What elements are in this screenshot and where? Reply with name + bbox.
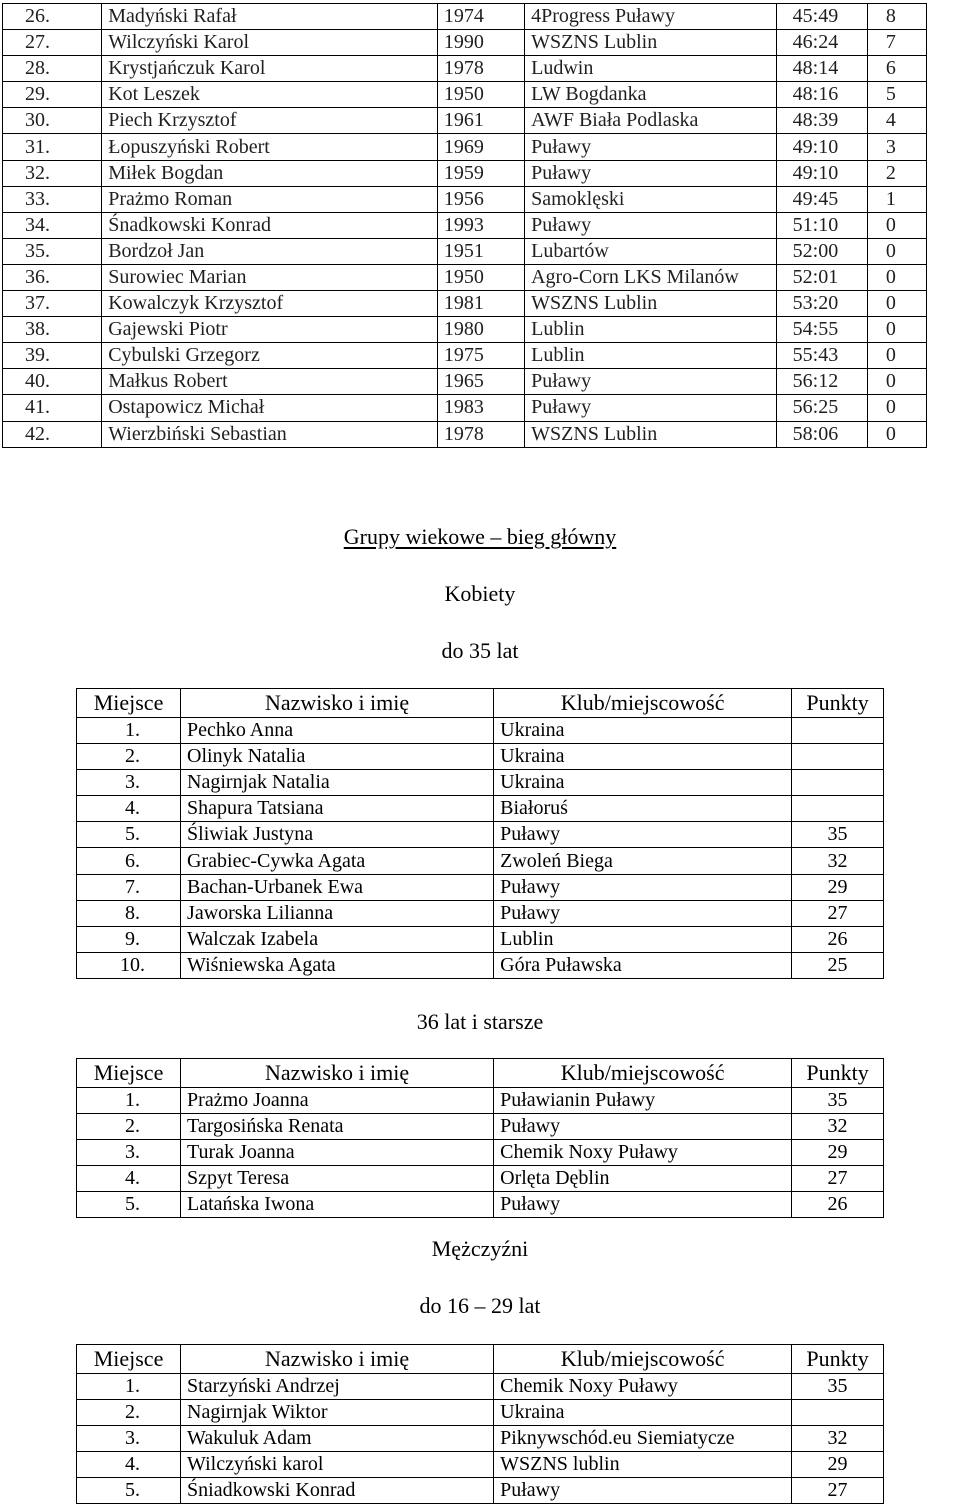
club-cell: Puławy bbox=[525, 160, 777, 186]
club-cell: Ludwin bbox=[525, 56, 777, 82]
points-cell: 8 bbox=[867, 4, 926, 30]
points-cell: 0 bbox=[867, 264, 926, 290]
table-row bbox=[77, 848, 884, 874]
year-cell: 1965 bbox=[437, 369, 524, 395]
points-cell: 29 bbox=[792, 1452, 884, 1478]
name-cell: Cybulski Grzegorz bbox=[102, 343, 438, 369]
club-cell: Puławy bbox=[494, 1114, 792, 1140]
points-cell: 3 bbox=[867, 134, 926, 160]
club-cell: WSZNS lublin bbox=[494, 1452, 792, 1478]
place-cell: 9. bbox=[77, 926, 181, 952]
name-cell: Małkus Robert bbox=[102, 369, 438, 395]
overall-results-table bbox=[2, 3, 927, 448]
column-header-club: Klub/miejscowość bbox=[494, 1059, 792, 1088]
year-cell: 1993 bbox=[437, 212, 524, 238]
name-cell: Wilczyński Karol bbox=[102, 30, 438, 56]
place-cell: 27. bbox=[3, 30, 102, 56]
club-cell: WSZNS Lublin bbox=[525, 291, 777, 317]
column-header-place: Miejsce bbox=[77, 1345, 181, 1374]
table-row bbox=[3, 264, 927, 290]
year-cell: 1956 bbox=[437, 186, 524, 212]
club-cell: Samoklęski bbox=[525, 186, 777, 212]
name-cell: Kot Leszek bbox=[102, 82, 438, 108]
place-cell: 39. bbox=[3, 343, 102, 369]
place-cell: 5. bbox=[77, 1478, 181, 1504]
table-row bbox=[3, 317, 927, 343]
club-cell: Puławianin Puławy bbox=[494, 1088, 792, 1114]
name-cell: Ostapowicz Michał bbox=[102, 395, 438, 421]
name-cell: Wilczyński karol bbox=[181, 1452, 494, 1478]
name-cell: Targosińska Renata bbox=[181, 1114, 494, 1140]
points-cell: 0 bbox=[867, 343, 926, 369]
club-cell: Zwoleń Biega bbox=[494, 848, 792, 874]
place-cell: 4. bbox=[77, 1166, 181, 1192]
name-cell: Szpyt Teresa bbox=[181, 1166, 494, 1192]
club-cell: Puławy bbox=[494, 822, 792, 848]
table-row bbox=[3, 395, 927, 421]
name-cell: Surowiec Marian bbox=[102, 264, 438, 290]
table-row bbox=[77, 1452, 884, 1478]
place-cell: 31. bbox=[3, 134, 102, 160]
points-cell bbox=[792, 744, 884, 770]
place-cell: 2. bbox=[77, 1400, 181, 1426]
place-cell: 1. bbox=[77, 1374, 181, 1400]
women-age-group-2-table bbox=[76, 1058, 884, 1218]
place-cell: 34. bbox=[3, 212, 102, 238]
points-cell bbox=[792, 770, 884, 796]
name-cell: Kowalczyk Krzysztof bbox=[102, 291, 438, 317]
year-cell: 1950 bbox=[437, 82, 524, 108]
club-cell: Puławy bbox=[525, 212, 777, 238]
place-cell: 3. bbox=[77, 1140, 181, 1166]
place-cell: 28. bbox=[3, 56, 102, 82]
year-cell: 1974 bbox=[437, 4, 524, 30]
men-age-group-1-table bbox=[76, 1344, 884, 1504]
points-cell: 2 bbox=[867, 160, 926, 186]
club-cell: Lublin bbox=[525, 317, 777, 343]
club-cell: Agro-Corn LKS Milanów bbox=[525, 264, 777, 290]
men-age-group-1-heading: do 16 – 29 lat bbox=[419, 1293, 541, 1318]
club-cell: Lublin bbox=[494, 926, 792, 952]
place-cell: 32. bbox=[3, 160, 102, 186]
points-cell: 32 bbox=[792, 1114, 884, 1140]
year-cell: 1951 bbox=[437, 238, 524, 264]
club-cell: Puławy bbox=[525, 369, 777, 395]
points-cell: 25 bbox=[792, 952, 884, 978]
place-cell: 7. bbox=[77, 874, 181, 900]
points-cell: 6 bbox=[867, 56, 926, 82]
place-cell: 37. bbox=[3, 291, 102, 317]
women-age-group-1-heading: do 35 lat bbox=[441, 638, 519, 663]
points-cell: 0 bbox=[867, 395, 926, 421]
table-row bbox=[77, 900, 884, 926]
table-row bbox=[77, 822, 884, 848]
name-cell: Śniadkowski Konrad bbox=[181, 1478, 494, 1504]
table-row bbox=[3, 30, 927, 56]
year-cell: 1981 bbox=[437, 291, 524, 317]
time-cell: 45:49 bbox=[776, 4, 867, 30]
name-cell: Nagirnjak Natalia bbox=[181, 770, 494, 796]
name-cell: Bachan-Urbanek Ewa bbox=[181, 874, 494, 900]
name-cell: Piech Krzysztof bbox=[102, 108, 438, 134]
points-cell: 27 bbox=[792, 1478, 884, 1504]
place-cell: 36. bbox=[3, 264, 102, 290]
place-cell: 8. bbox=[77, 900, 181, 926]
column-header-club: Klub/miejscowość bbox=[494, 689, 792, 718]
name-cell: Jaworska Lilianna bbox=[181, 900, 494, 926]
points-cell bbox=[792, 718, 884, 744]
club-cell: Ukraina bbox=[494, 1400, 792, 1426]
time-cell: 48:14 bbox=[776, 56, 867, 82]
club-cell: Puławy bbox=[494, 874, 792, 900]
column-header-place: Miejsce bbox=[77, 689, 181, 718]
place-cell: 5. bbox=[77, 822, 181, 848]
place-cell: 10. bbox=[77, 952, 181, 978]
club-cell: LW Bogdanka bbox=[525, 82, 777, 108]
name-cell: Miłek Bogdan bbox=[102, 160, 438, 186]
table-row bbox=[77, 1192, 884, 1218]
name-cell: Prażmo Joanna bbox=[181, 1088, 494, 1114]
club-cell: WSZNS Lublin bbox=[525, 421, 777, 447]
year-cell: 1980 bbox=[437, 317, 524, 343]
place-cell: 30. bbox=[3, 108, 102, 134]
women-age-group-1-table bbox=[76, 688, 884, 979]
points-cell: 29 bbox=[792, 874, 884, 900]
table-row bbox=[77, 796, 884, 822]
club-cell: Chemik Noxy Puławy bbox=[494, 1140, 792, 1166]
year-cell: 1961 bbox=[437, 108, 524, 134]
overall-results-body bbox=[3, 4, 927, 448]
table-row bbox=[77, 1426, 884, 1452]
time-cell: 51:10 bbox=[776, 212, 867, 238]
name-cell: Krystjańczuk Karol bbox=[102, 56, 438, 82]
column-header-club: Klub/miejscowość bbox=[494, 1345, 792, 1374]
time-cell: 46:24 bbox=[776, 30, 867, 56]
place-cell: 5. bbox=[77, 1192, 181, 1218]
name-cell: Gajewski Piotr bbox=[102, 317, 438, 343]
year-cell: 1990 bbox=[437, 30, 524, 56]
men-age-group-1-body bbox=[77, 1374, 884, 1504]
club-cell: Lublin bbox=[525, 343, 777, 369]
name-cell: Madyński Rafał bbox=[102, 4, 438, 30]
column-header-place: Miejsce bbox=[77, 1059, 181, 1088]
name-cell: Wakuluk Adam bbox=[181, 1426, 494, 1452]
name-cell: Starzyński Andrzej bbox=[181, 1374, 494, 1400]
time-cell: 58:06 bbox=[776, 421, 867, 447]
name-cell: Latańska Iwona bbox=[181, 1192, 494, 1218]
club-cell: Chemik Noxy Puławy bbox=[494, 1374, 792, 1400]
table-row bbox=[77, 926, 884, 952]
points-cell: 32 bbox=[792, 848, 884, 874]
club-cell: WSZNS Lublin bbox=[525, 30, 777, 56]
name-cell: Nagirnjak Wiktor bbox=[181, 1400, 494, 1426]
points-cell: 29 bbox=[792, 1140, 884, 1166]
club-cell: Puławy bbox=[494, 1478, 792, 1504]
club-cell: Lubartów bbox=[525, 238, 777, 264]
points-cell: 0 bbox=[867, 369, 926, 395]
points-cell: 0 bbox=[867, 212, 926, 238]
time-cell: 52:00 bbox=[776, 238, 867, 264]
time-cell: 49:45 bbox=[776, 186, 867, 212]
header-row bbox=[77, 1345, 884, 1374]
year-cell: 1959 bbox=[437, 160, 524, 186]
column-header-name: Nazwisko i imię bbox=[181, 1345, 494, 1374]
club-cell: Piknywschód.eu Siemiatycze bbox=[494, 1426, 792, 1452]
time-cell: 49:10 bbox=[776, 134, 867, 160]
place-cell: 2. bbox=[77, 1114, 181, 1140]
points-cell: 32 bbox=[792, 1426, 884, 1452]
points-cell: 35 bbox=[792, 1374, 884, 1400]
club-cell: Góra Puławska bbox=[494, 952, 792, 978]
column-header-points: Punkty bbox=[792, 689, 884, 718]
table-row bbox=[77, 1478, 884, 1504]
women-age-group-1-body bbox=[77, 718, 884, 979]
club-cell: Puławy bbox=[494, 1192, 792, 1218]
points-cell: 35 bbox=[792, 1088, 884, 1114]
column-header-points: Punkty bbox=[792, 1059, 884, 1088]
table-row bbox=[3, 56, 927, 82]
time-cell: 48:16 bbox=[776, 82, 867, 108]
section-title: Grupy wiekowe – bieg główny bbox=[343, 524, 617, 549]
time-cell: 55:43 bbox=[776, 343, 867, 369]
place-cell: 40. bbox=[3, 369, 102, 395]
name-cell: Turak Joanna bbox=[181, 1140, 494, 1166]
place-cell: 42. bbox=[3, 421, 102, 447]
table-row bbox=[77, 1088, 884, 1114]
club-cell: Puławy bbox=[494, 900, 792, 926]
women-age-group-2-body bbox=[77, 1088, 884, 1218]
name-cell: Prażmo Roman bbox=[102, 186, 438, 212]
time-cell: 53:20 bbox=[776, 291, 867, 317]
table-row bbox=[3, 108, 927, 134]
name-cell: Śliwiak Justyna bbox=[181, 822, 494, 848]
place-cell: 4. bbox=[77, 1452, 181, 1478]
place-cell: 41. bbox=[3, 395, 102, 421]
year-cell: 1969 bbox=[437, 134, 524, 160]
table-row bbox=[3, 343, 927, 369]
club-cell: Białoruś bbox=[494, 796, 792, 822]
name-cell: Wierzbiński Sebastian bbox=[102, 421, 438, 447]
year-cell: 1950 bbox=[437, 264, 524, 290]
points-cell: 26 bbox=[792, 1192, 884, 1218]
points-cell: 4 bbox=[867, 108, 926, 134]
place-cell: 3. bbox=[77, 770, 181, 796]
points-cell: 0 bbox=[867, 291, 926, 317]
table-row bbox=[3, 134, 927, 160]
club-cell: 4Progress Puławy bbox=[525, 4, 777, 30]
club-cell: Ukraina bbox=[494, 744, 792, 770]
name-cell: Olinyk Natalia bbox=[181, 744, 494, 770]
points-cell bbox=[792, 1400, 884, 1426]
column-header-name: Nazwisko i imię bbox=[181, 1059, 494, 1088]
points-cell: 26 bbox=[792, 926, 884, 952]
points-cell: 27 bbox=[792, 1166, 884, 1192]
table-row bbox=[77, 874, 884, 900]
table-row bbox=[77, 770, 884, 796]
name-cell: Walczak Izabela bbox=[181, 926, 494, 952]
place-cell: 26. bbox=[3, 4, 102, 30]
table-row bbox=[3, 186, 927, 212]
women-age-group-2-heading: 36 lat i starsze bbox=[416, 1009, 544, 1034]
year-cell: 1975 bbox=[437, 343, 524, 369]
table-row bbox=[77, 1166, 884, 1192]
header-row bbox=[77, 689, 884, 718]
men-heading: Mężczyźni bbox=[431, 1236, 529, 1261]
time-cell: 54:55 bbox=[776, 317, 867, 343]
table-row bbox=[3, 212, 927, 238]
club-cell: Ukraina bbox=[494, 770, 792, 796]
table-row bbox=[77, 1374, 884, 1400]
table-row bbox=[77, 718, 884, 744]
table-row bbox=[77, 1400, 884, 1426]
header-row bbox=[77, 1059, 884, 1088]
name-cell: Grabiec-Cywka Agata bbox=[181, 848, 494, 874]
time-cell: 52:01 bbox=[776, 264, 867, 290]
table-row bbox=[3, 4, 927, 30]
place-cell: 6. bbox=[77, 848, 181, 874]
time-cell: 56:25 bbox=[776, 395, 867, 421]
place-cell: 2. bbox=[77, 744, 181, 770]
points-cell: 5 bbox=[867, 82, 926, 108]
place-cell: 33. bbox=[3, 186, 102, 212]
name-cell: Wiśniewska Agata bbox=[181, 952, 494, 978]
table-row bbox=[3, 82, 927, 108]
time-cell: 56:12 bbox=[776, 369, 867, 395]
points-cell: 1 bbox=[867, 186, 926, 212]
place-cell: 4. bbox=[77, 796, 181, 822]
club-cell: Ukraina bbox=[494, 718, 792, 744]
club-cell: Puławy bbox=[525, 395, 777, 421]
year-cell: 1978 bbox=[437, 56, 524, 82]
place-cell: 29. bbox=[3, 82, 102, 108]
name-cell: Śnadkowski Konrad bbox=[102, 212, 438, 238]
club-cell: Orlęta Dęblin bbox=[494, 1166, 792, 1192]
time-cell: 48:39 bbox=[776, 108, 867, 134]
table-row bbox=[77, 952, 884, 978]
column-header-points: Punkty bbox=[792, 1345, 884, 1374]
women-heading: Kobiety bbox=[444, 581, 516, 606]
points-cell: 7 bbox=[867, 30, 926, 56]
year-cell: 1983 bbox=[437, 395, 524, 421]
table-row bbox=[3, 291, 927, 317]
place-cell: 35. bbox=[3, 238, 102, 264]
name-cell: Pechko Anna bbox=[181, 718, 494, 744]
year-cell: 1978 bbox=[437, 421, 524, 447]
table-row bbox=[3, 421, 927, 447]
column-header-name: Nazwisko i imię bbox=[181, 689, 494, 718]
place-cell: 3. bbox=[77, 1426, 181, 1452]
table-row bbox=[77, 1140, 884, 1166]
table-row bbox=[3, 238, 927, 264]
points-cell bbox=[792, 796, 884, 822]
club-cell: AWF Biała Podlaska bbox=[525, 108, 777, 134]
points-cell: 0 bbox=[867, 238, 926, 264]
points-cell: 27 bbox=[792, 900, 884, 926]
place-cell: 1. bbox=[77, 1088, 181, 1114]
club-cell: Puławy bbox=[525, 134, 777, 160]
time-cell: 49:10 bbox=[776, 160, 867, 186]
place-cell: 38. bbox=[3, 317, 102, 343]
table-row bbox=[3, 160, 927, 186]
points-cell: 35 bbox=[792, 822, 884, 848]
name-cell: Łopuszyński Robert bbox=[102, 134, 438, 160]
table-row bbox=[77, 744, 884, 770]
points-cell: 0 bbox=[867, 421, 926, 447]
name-cell: Shapura Tatsiana bbox=[181, 796, 494, 822]
table-row bbox=[77, 1114, 884, 1140]
points-cell: 0 bbox=[867, 317, 926, 343]
table-row bbox=[3, 369, 927, 395]
name-cell: Bordzoł Jan bbox=[102, 238, 438, 264]
place-cell: 1. bbox=[77, 718, 181, 744]
